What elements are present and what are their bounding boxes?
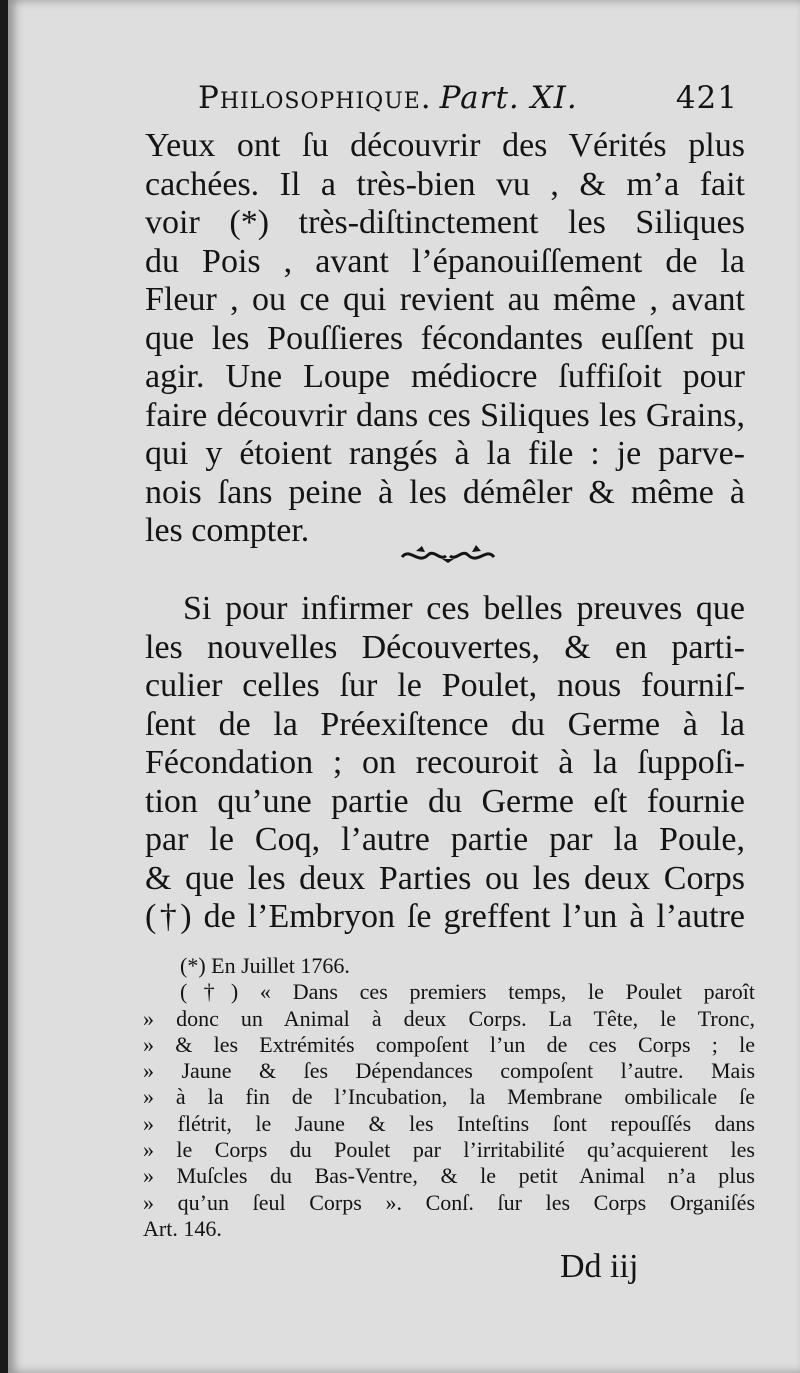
text-line: culier celles ſur le Poulet, nous fourniſ-: [145, 667, 745, 704]
text-line: faire découvrir dans ces Siliques les Grains,: [145, 396, 745, 434]
header-title: Philosophique.: [198, 80, 432, 116]
footnote-line: » qu’un ſeul Corps ». Conſ. ſur les Corps Organiſés: [143, 1189, 755, 1215]
text-line: nois ſans peine à les démêler & même à: [145, 473, 745, 511]
text-line: du Pois , avant l’épanouiſſement de la: [145, 242, 745, 280]
text-line: par le Coq, l’autre partie par la Poule,: [145, 821, 745, 858]
text-line: les compter.: [145, 512, 310, 549]
text-line: Si pour infirmer ces belles preuves que: [183, 590, 745, 627]
paragraph-1: [145, 127, 745, 551]
footnotes: [143, 953, 755, 1242]
text-line: ſent de la Préexiſtence du Germe à la: [145, 705, 745, 743]
footnote-line: Art. 146.: [143, 1215, 222, 1241]
text-line: (†) de l’Embryon ſe greffent l’un à l’autre: [145, 898, 745, 935]
running-header: [198, 80, 738, 116]
footnote-line: » le Corps du Poulet par l’irritabilité qu’acquierent les: [143, 1137, 755, 1163]
text-line: cachées. Il a très-bien vu , & m’a fait: [145, 165, 745, 203]
text-line: & que les deux Parties ou les deux Corps: [145, 859, 745, 897]
text-line: tion qu’une partie du Germe eſt fournie: [145, 782, 745, 820]
signature-mark: Dd iij: [560, 1248, 639, 1285]
text-line: Fleur , ou ce qui revient au même , avant: [145, 281, 745, 318]
text-line: les nouvelles Découvertes, & en parti-: [145, 628, 745, 666]
footnote-line: » à la fin de l’Incubation, la Membrane ombilicale ſe: [143, 1084, 755, 1110]
page-number: 421: [675, 80, 738, 116]
text-line: Fécondation ; on recouroit à la ſuppoſi-: [145, 744, 745, 781]
text-line: qui y étoient rangés à la file : je parve-: [145, 435, 745, 472]
text-line: Yeux ont ſu découvrir des Vérités plus: [145, 127, 745, 164]
book-page: [8, 0, 800, 1373]
paragraph-2: [145, 590, 745, 937]
header-part: Part. XI.: [439, 80, 578, 116]
text-line: voir (*) très-diſtinctement les Siliques: [145, 204, 745, 241]
footnote-line: » & les Extrémités compoſent l’un de ces Corps ; le: [143, 1031, 755, 1057]
text-line: agir. Une Loupe médiocre ſuffiſoit pour: [145, 358, 745, 395]
footnote-line: » flétrit, le Jaune & les Inteſtins ſont repouſſés dans: [143, 1110, 755, 1136]
footnote-line: » Jaune & ſes Dépendances compoſent l’autre. Mais: [143, 1058, 755, 1084]
text-line: que les Pouſſieres fécondantes euſſent pu: [145, 319, 745, 357]
footnote-line: (*) En Juillet 1766.: [180, 953, 350, 978]
footnote-line: » Muſcles du Bas-Ventre, & le petit Animal n’a plus: [143, 1163, 755, 1189]
footnote-line: » donc un Animal à deux Corps. La Tête, le Tronc,: [143, 1005, 755, 1031]
ornament-icon: [398, 543, 498, 569]
footnote-line: (†) « Dans ces premiers temps, le Poulet paroît: [180, 979, 755, 1005]
